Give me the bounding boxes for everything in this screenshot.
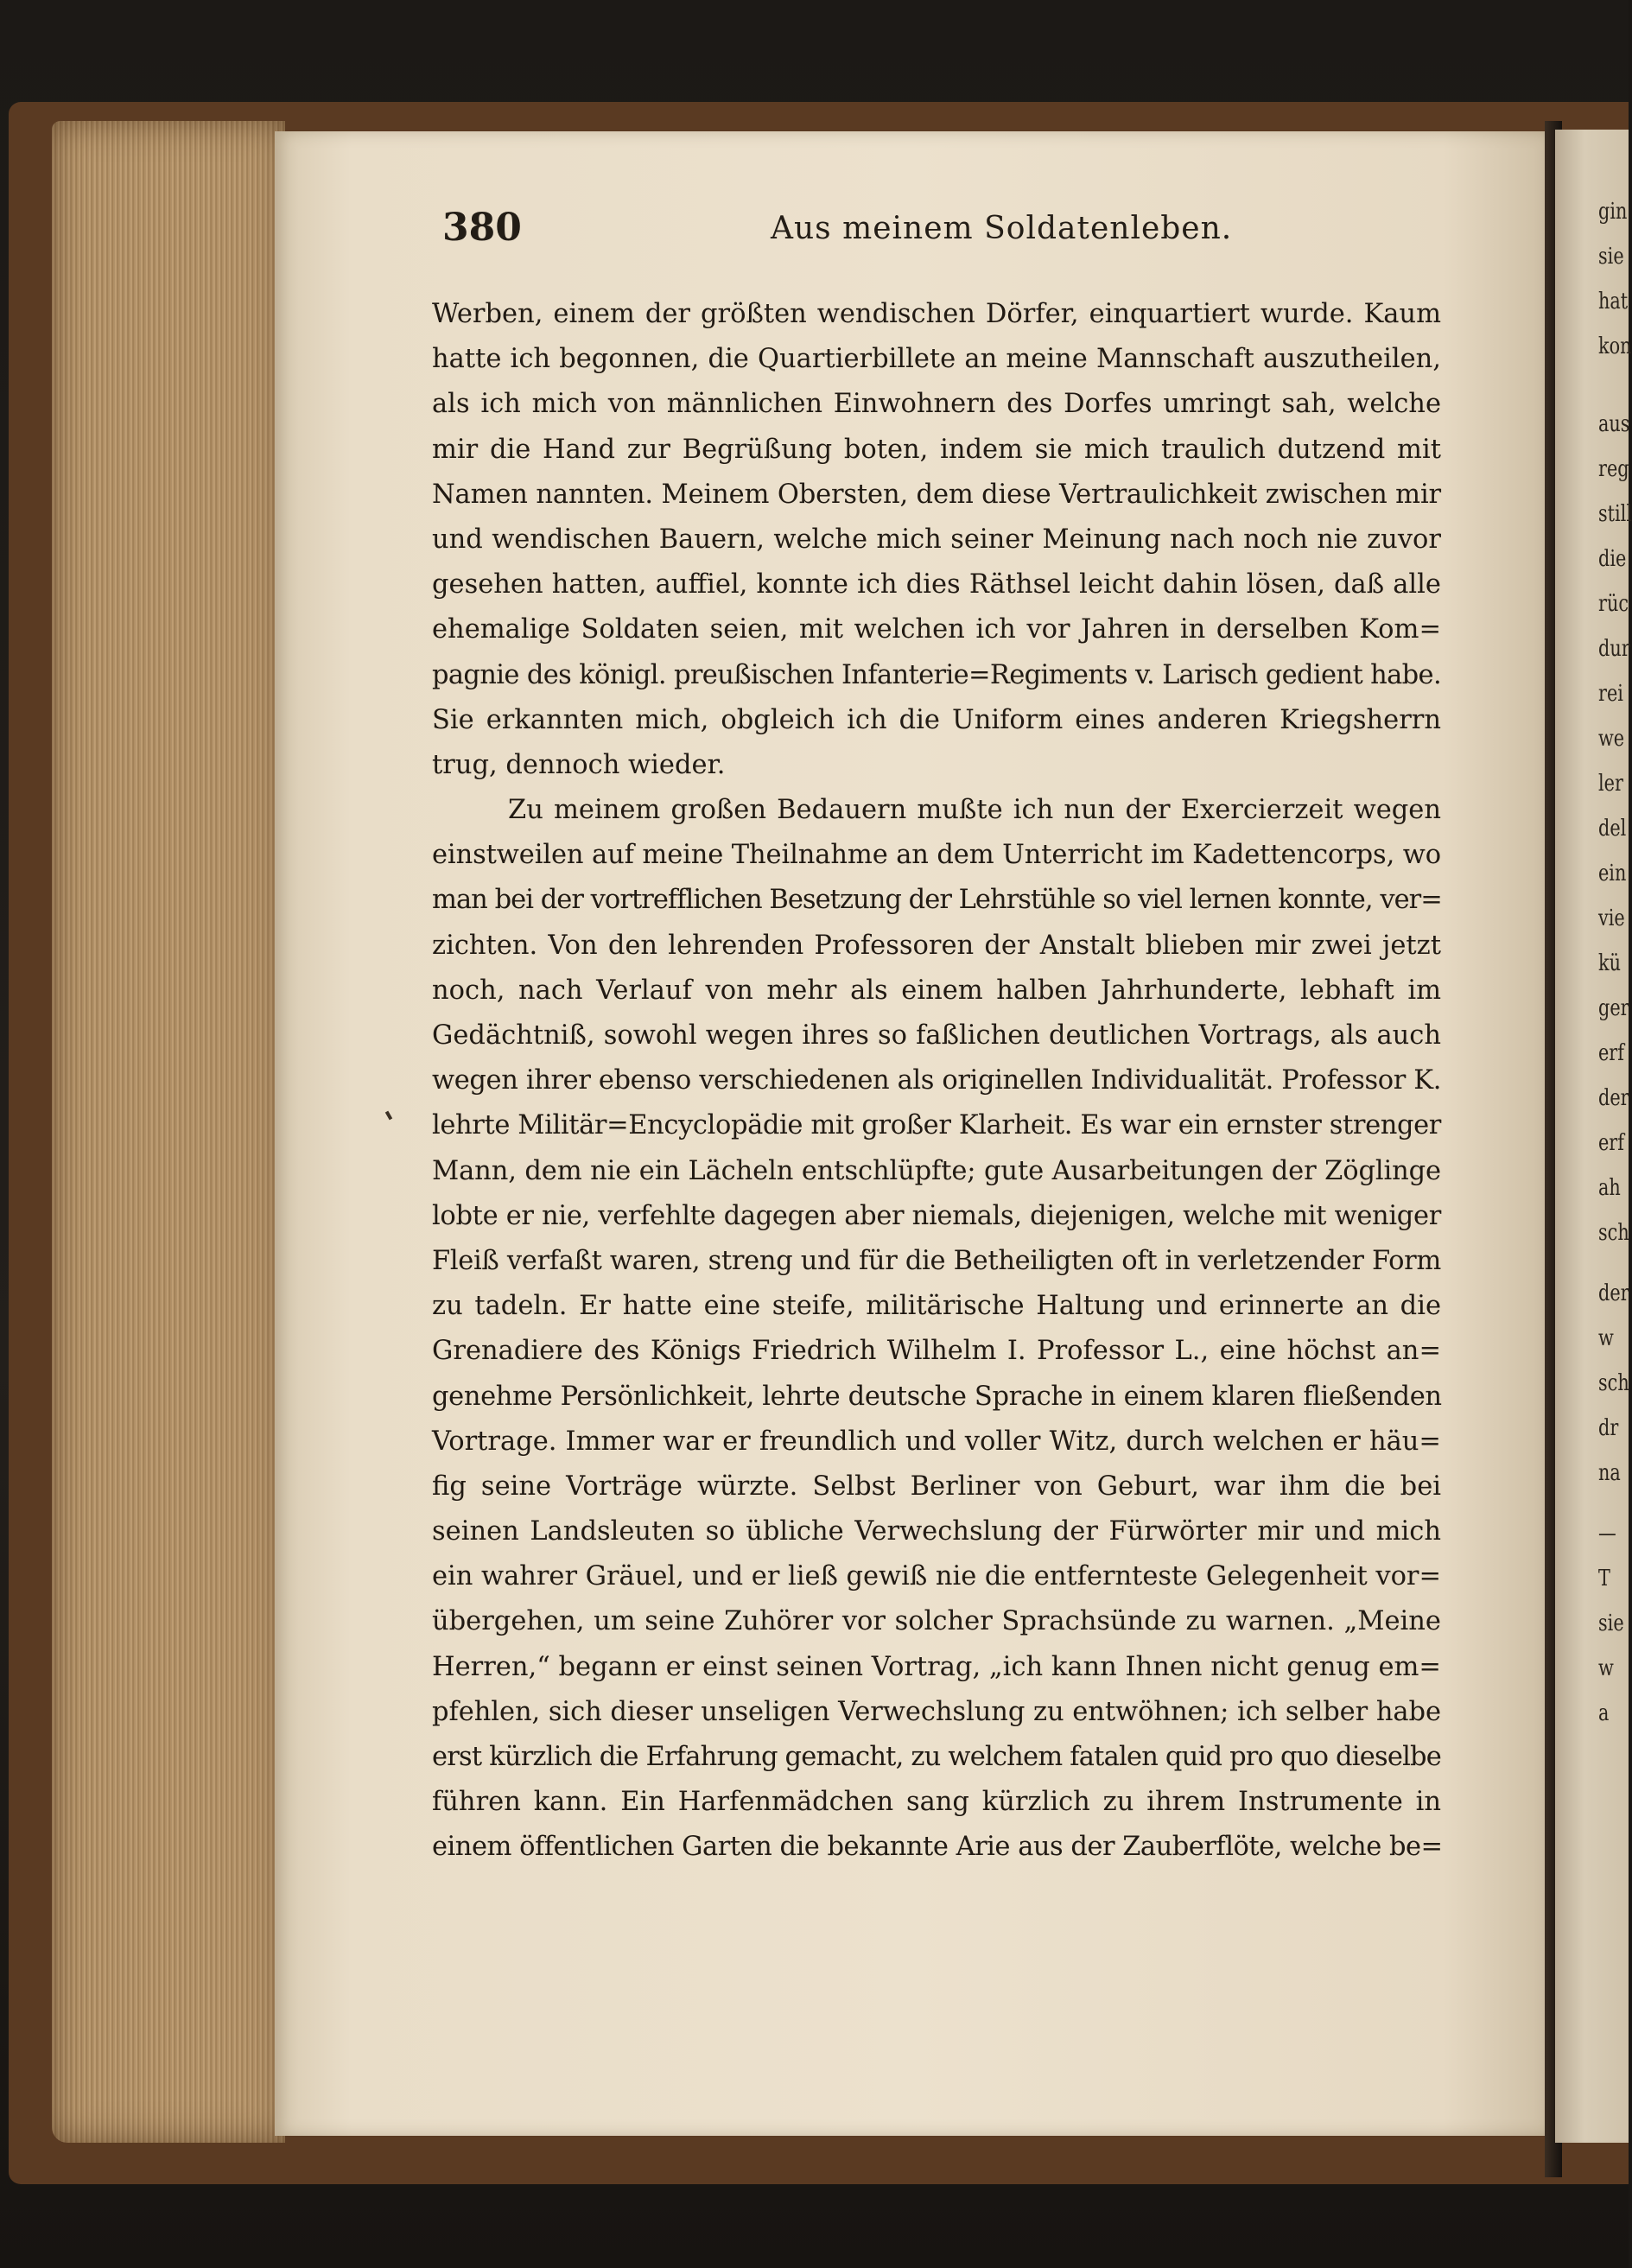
running-head [442,206,1445,257]
right-page-fragment: kon [1598,334,1632,359]
right-page-fragment: erf [1598,1040,1624,1066]
text-line: und wendischen Bauern, welche mich seiner Meinung nach noch nie zuvor [432,524,1441,555]
right-page-fragment: still [1598,501,1632,527]
right-page-fragment: w [1598,1655,1614,1681]
text-line: als ich mich von männlichen Einwohnern des Dorfes umringt sah, welche [432,389,1441,420]
text-line: fig seine Vorträge würzte. Selbst Berliner von Geburt, war ihm die bei [432,1471,1441,1502]
right-page-fragment: ler [1598,771,1623,797]
right-page-fragment: del [1598,816,1627,842]
text-line: pagnie des königl. preußischen Infanterie=Regiments v. Larisch gedient habe. [432,659,1441,690]
text-line: Namen nannten. Meinem Obersten, dem diese Vertraulichkeit zwischen mir [432,479,1441,510]
text-line: Gedächtniß, sowohl wegen ihres so faßlichen deutlichen Vortrags, als auch [432,1020,1441,1051]
text-line: noch, nach Verlauf von mehr als einem halben Jahrhunderte, lebhaft im [432,975,1441,1006]
right-page-fragment: dr [1598,1415,1619,1441]
right-page-fragment: sie [1598,1610,1624,1636]
text-line: einstweilen auf meine Theilnahme an dem Unterricht im Kadettencorps, wo [432,840,1441,871]
text-line: man bei der vortrefflichen Besetzung der Lehrstühle so viel lernen konnte, ver= [432,885,1442,916]
right-page-fragment: T [1598,1566,1610,1591]
right-page-fragment: — [1598,1521,1616,1547]
text-line: pfehlen, sich dieser unseligen Verwechslung zu entwöhnen; ich selber habe [432,1696,1441,1727]
body-text [432,292,1441,1871]
right-page-fragment: erf [1598,1130,1624,1156]
right-page-fragment: ger [1598,995,1629,1021]
text-line: führen kann. Ein Harfenmädchen sang kürzlich zu ihrem Instrumente in [432,1787,1441,1818]
text-line: lobte er nie, verfehlte dagegen aber niemals, diejenigen, welche mit weniger [432,1200,1441,1231]
text-line: wegen ihrer ebenso verschiedenen als originellen Individualität. Professor K. [432,1065,1442,1096]
right-page-fragment: reg [1598,456,1629,482]
text-line: Grenadiere des Königs Friedrich Wilhelm I. Professor L., eine höchst an= [432,1336,1441,1367]
text-line: seinen Landsleuten so übliche Verwechslung der Fürwörter mir und mich [432,1516,1441,1547]
right-page-fragment: vie [1598,905,1625,931]
right-page-fragment: ah [1598,1175,1621,1201]
text-line: einem öffentlichen Garten die bekannte Arie aus der Zauberflöte, welche be= [432,1832,1443,1863]
right-page-fragment: w [1598,1325,1614,1351]
text-line: Fleiß verfaßt waren, streng und für die Betheiligten oft in verletzender Form [432,1245,1442,1276]
text-line: Vortrage. Immer war er freundlich und voller Witz, durch welchen er häu= [432,1426,1441,1457]
right-page-fragment: we [1598,726,1625,752]
right-page-fragment: der [1598,1280,1629,1306]
right-page-fragment: ein [1598,861,1627,886]
text-line: erst kürzlich die Erfahrung gemacht, zu welchem fatalen quid pro quo dieselbe [432,1742,1441,1772]
right-page-fragment: gin [1598,199,1628,225]
right-page-fragment: hat [1598,289,1629,314]
text-line: mir die Hand zur Begrüßung boten, indem sie mich traulich dutzend mit [432,434,1441,465]
text-line: hatte ich begonnen, die Quartierbillete an meine Mannschaft auszutheilen, [432,344,1441,375]
running-title: Aus meinem Soldatenleben. [771,211,1233,246]
text-line: zichten. Von den lehrenden Professoren der Anstalt blieben mir zwei jetzt [432,930,1441,961]
text-line: Zu meinem großen Bedauern mußte ich nun der Exercierzeit wegen [508,795,1441,826]
right-page-fragment: aus [1598,411,1630,437]
page-edges [52,121,285,2143]
page-number: 380 [442,206,522,250]
text-line: trug, dennoch wieder. [432,749,726,780]
text-line: gesehen hatten, auffiel, konnte ich dies Räthsel leicht dahin lösen, daß alle [432,569,1441,600]
text-line: Herren,“ begann er einst seinen Vortrag, „ich kann Ihnen nicht genug em= [432,1651,1441,1682]
text-line: genehme Persönlichkeit, lehrte deutsche Sprache in einem klaren fließenden [432,1381,1442,1412]
text-line: Mann, dem nie ein Lächeln entschlüpfte; gute Ausarbeitungen der Zöglinge [432,1155,1441,1186]
right-page-fragment: kü [1598,950,1621,976]
right-page-fragment: sch [1598,1220,1629,1246]
right-page-fragment: na [1598,1460,1621,1486]
right-page-fragment: die [1598,546,1627,572]
right-page-fragment: a [1598,1700,1610,1726]
text-line: ein wahrer Gräuel, und er ließ gewiß nie die entfernteste Gelegenheit vor= [432,1561,1441,1592]
right-page-fragment: dur [1598,636,1630,662]
right-page-sliver [1555,130,1632,2143]
text-line: ehemalige Soldaten seien, mit welchen ich vor Jahren in derselben Kom= [432,614,1441,645]
text-line: Sie erkannten mich, obgleich ich die Uniform eines anderen Kriegsherrn [432,704,1441,735]
right-page-fragment: rei [1598,681,1623,707]
right-page-fragment: sch [1598,1370,1629,1396]
right-page-fragment: sie [1598,244,1624,270]
text-line: lehrte Militär=Encyclopädie mit großer Klarheit. Es war ein ernster strenger [432,1110,1441,1141]
right-page-fragment: der [1598,1085,1629,1111]
right-page-fragment: rüc [1598,591,1629,617]
text-line: zu tadeln. Er hatte eine steife, militärische Haltung und erinnerte an die [432,1291,1441,1322]
text-line: übergehen, um seine Zuhörer vor solcher Sprachsünde zu warnen. „Meine [432,1606,1441,1637]
text-line: Werben, einem der größten wendischen Dörfer, einquartiert wurde. Kaum [432,299,1441,329]
